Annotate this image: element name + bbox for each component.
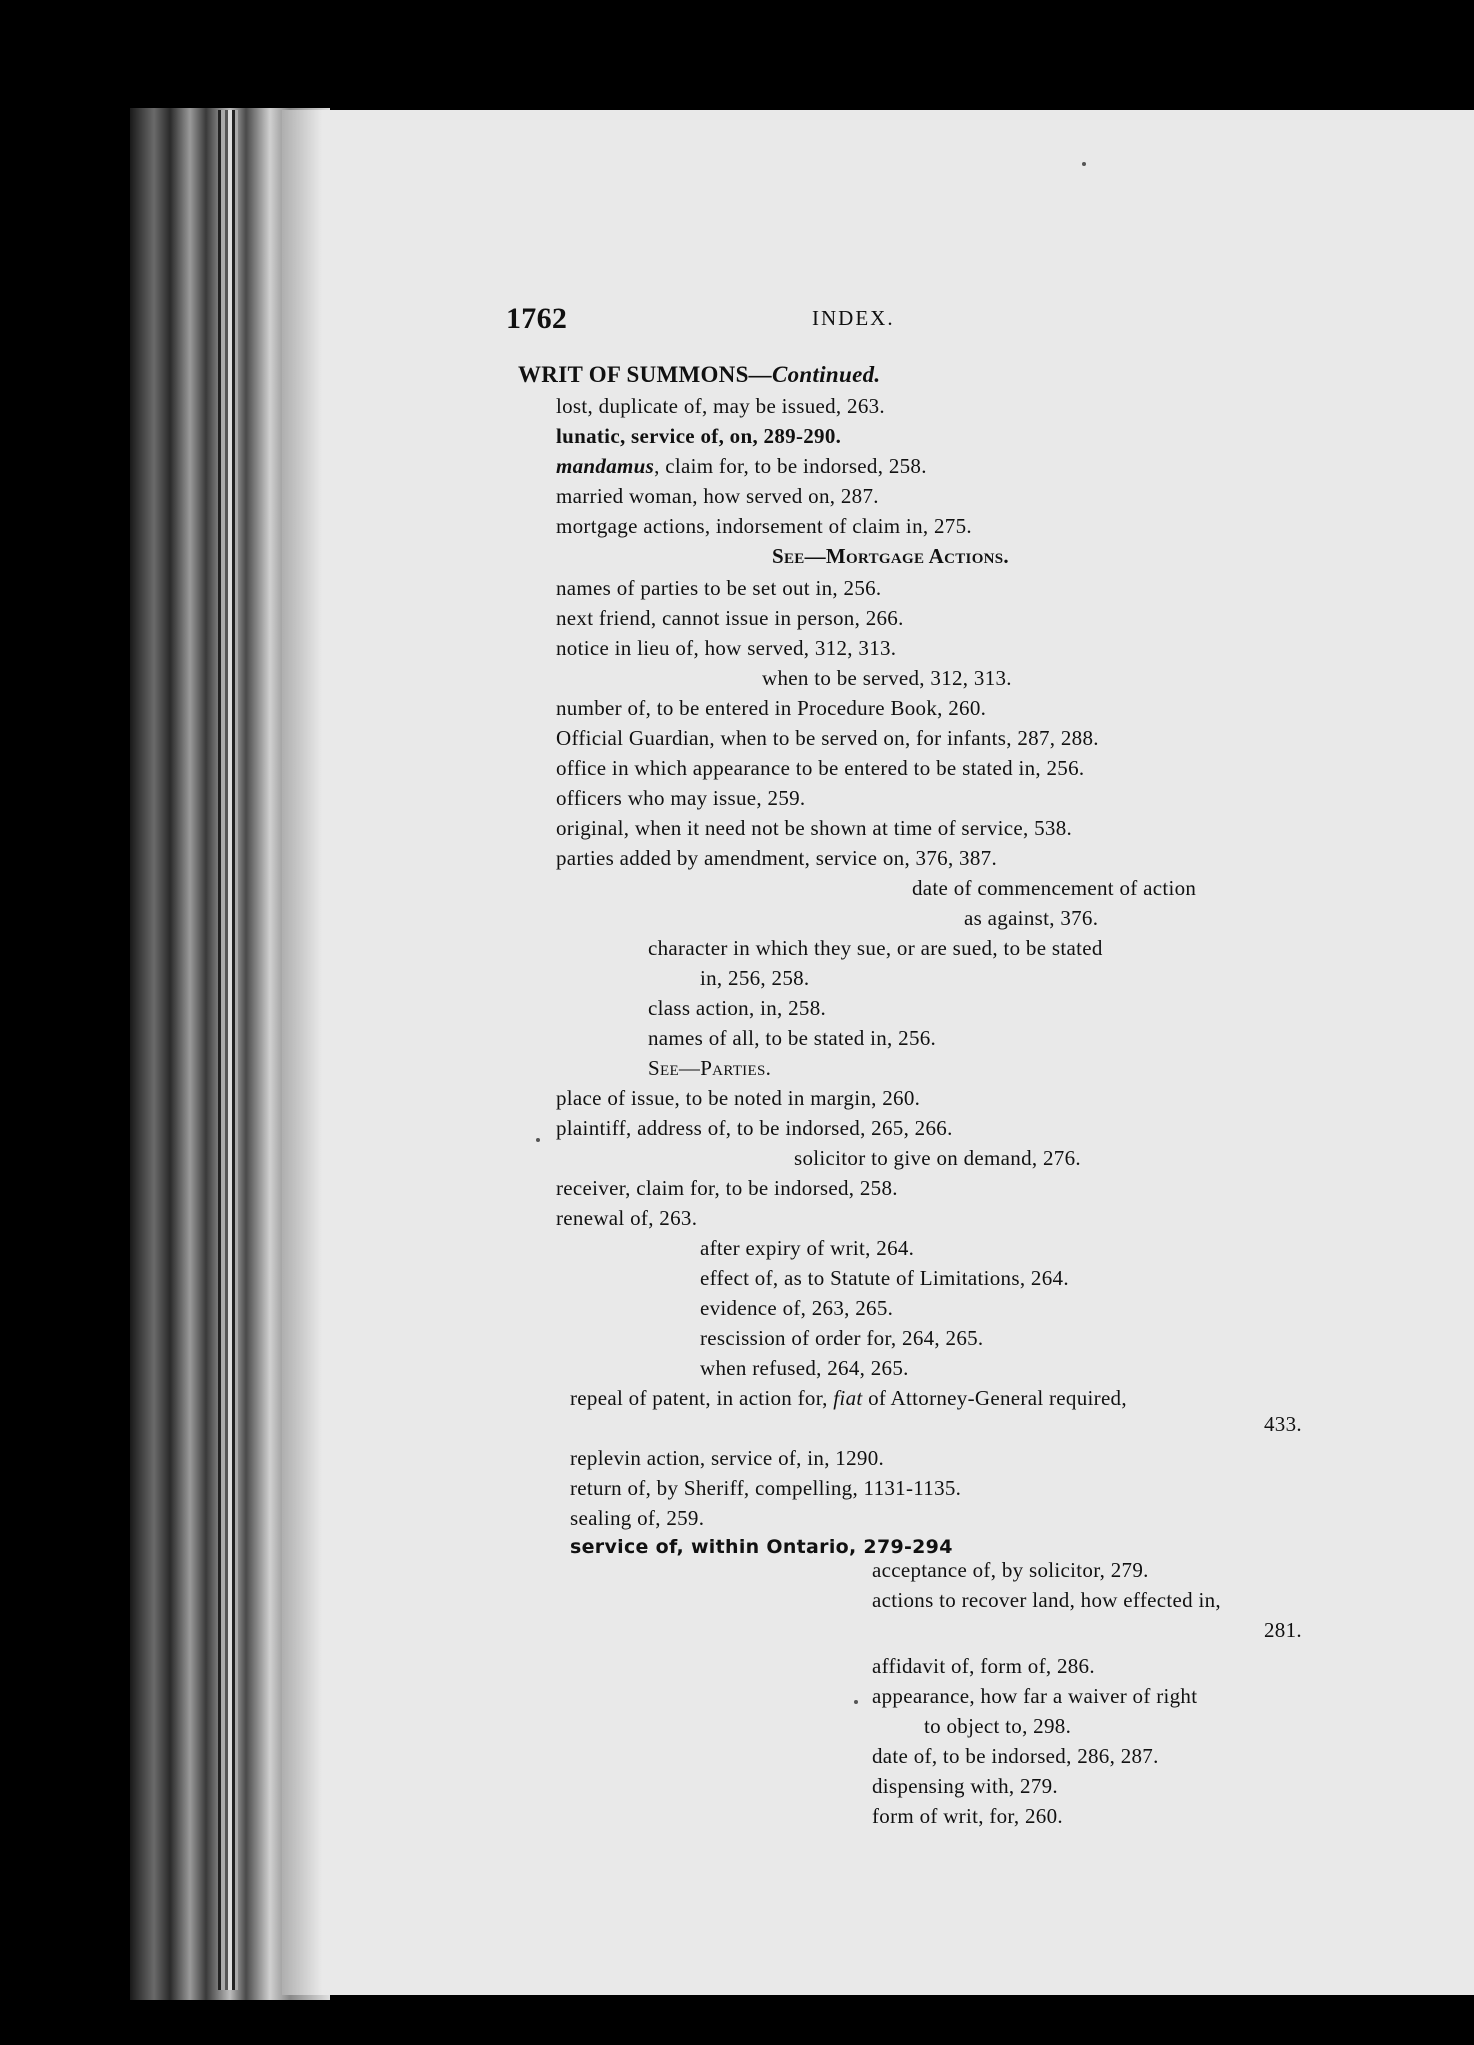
index-subentry: actions to recover land, how effected in, bbox=[872, 1588, 1221, 1612]
index-cross-reference: See—Mortgage Actions. bbox=[772, 544, 1009, 568]
book-page bbox=[282, 110, 1474, 1995]
index-entry: plaintiff, address of, to be indorsed, 265, 266. bbox=[556, 1116, 953, 1140]
index-entry-page-ref: 433. bbox=[1264, 1412, 1302, 1436]
page-gutter-shadow bbox=[282, 110, 322, 1995]
index-subentry: when to be served, 312, 313. bbox=[762, 666, 1012, 690]
index-entry-page-ref: 281. bbox=[1264, 1618, 1302, 1642]
index-subentry: date of, to be indorsed, 286, 287. bbox=[872, 1744, 1159, 1768]
print-speck bbox=[536, 1138, 540, 1142]
index-subentry: appearance, how far a waiver of right bbox=[872, 1684, 1198, 1708]
index-entry bbox=[556, 454, 927, 479]
index-subentry: names of all, to be stated in, 256. bbox=[648, 1026, 937, 1050]
index-entry: replevin action, service of, in, 1290. bbox=[570, 1446, 885, 1470]
index-cross-reference: See—Parties. bbox=[648, 1056, 772, 1080]
index-entry: place of issue, to be noted in margin, 260. bbox=[556, 1086, 921, 1110]
index-entry: original, when it need not be shown at time of service, 538. bbox=[556, 816, 1073, 840]
index-heading-continued: —Continued. bbox=[748, 362, 881, 387]
running-head: INDEX. bbox=[812, 306, 895, 330]
index-subentry: when refused, 264, 265. bbox=[700, 1356, 909, 1380]
index-entry-italic: mandamus bbox=[556, 454, 655, 478]
index-entry-part: of Attorney-General required, bbox=[862, 1386, 1127, 1410]
index-subentry-continued: as against, 376. bbox=[964, 906, 1099, 930]
index-entry-part: repeal of patent, in action for, bbox=[570, 1386, 834, 1410]
index-subentry: character in which they sue, or are sued, to be stated bbox=[648, 936, 1103, 960]
index-subentry: effect of, as to Statute of Limitations, 264. bbox=[700, 1266, 1069, 1290]
index-subentry: evidence of, 263, 265. bbox=[700, 1296, 894, 1320]
index-heading-title: WRIT OF SUMMONS bbox=[518, 362, 749, 387]
index-entry: return of, by Sheriff, compelling, 1131-1135. bbox=[570, 1476, 962, 1500]
book-page-edge-lines bbox=[218, 110, 238, 1990]
index-entry: sealing of, 259. bbox=[570, 1506, 705, 1530]
index-entry: names of parties to be set out in, 256. bbox=[556, 576, 882, 600]
index-entry: notice in lieu of, how served, 312, 313. bbox=[556, 636, 897, 660]
index-subentry: form of writ, for, 260. bbox=[872, 1804, 1063, 1828]
index-entry-italic: fiat bbox=[833, 1386, 863, 1410]
index-subentry-continued: to object to, 298. bbox=[924, 1714, 1072, 1738]
index-subentry: acceptance of, by solicitor, 279. bbox=[872, 1558, 1149, 1582]
page-number: 1762 bbox=[506, 302, 568, 335]
index-subentry: dispensing with, 279. bbox=[872, 1774, 1058, 1798]
index-entry: mortgage actions, indorsement of claim in, 275. bbox=[556, 514, 972, 538]
index-subentry-continued: in, 256, 258. bbox=[700, 966, 810, 990]
index-entry: parties added by amendment, service on, 376, 387. bbox=[556, 846, 997, 870]
index-entry bbox=[570, 1386, 1127, 1411]
index-entry: married woman, how served on, 287. bbox=[556, 484, 879, 508]
index-entry: Official Guardian, when to be served on, for infants, 287, 288. bbox=[556, 726, 1099, 750]
index-entry: service of, within Ontario, 279-294 bbox=[570, 1536, 953, 1558]
print-speck bbox=[1082, 162, 1086, 166]
index-subentry: date of commencement of action bbox=[912, 876, 1197, 900]
index-entry: officers who may issue, 259. bbox=[556, 786, 806, 810]
index-entry-rest: , claim for, to be indorsed, 258. bbox=[654, 454, 927, 478]
index-heading bbox=[518, 362, 880, 388]
index-subentry: class action, in, 258. bbox=[648, 996, 827, 1020]
index-subentry: solicitor to give on demand, 276. bbox=[794, 1146, 1081, 1170]
index-entry: office in which appearance to be entered to be stated in, 256. bbox=[556, 756, 1085, 780]
index-entry: number of, to be entered in Procedure Book, 260. bbox=[556, 696, 987, 720]
index-entry: next friend, cannot issue in person, 266. bbox=[556, 606, 904, 630]
index-entry: lost, duplicate of, may be issued, 263. bbox=[556, 394, 885, 418]
index-entry: receiver, claim for, to be indorsed, 258. bbox=[556, 1176, 898, 1200]
index-entry: renewal of, 263. bbox=[556, 1206, 698, 1230]
index-subentry: after expiry of writ, 264. bbox=[700, 1236, 915, 1260]
index-subentry: affidavit of, form of, 286. bbox=[872, 1654, 1095, 1678]
print-speck bbox=[854, 1700, 858, 1704]
index-entry: lunatic, service of, on, 289-290. bbox=[556, 424, 842, 448]
index-subentry: rescission of order for, 264, 265. bbox=[700, 1326, 984, 1350]
